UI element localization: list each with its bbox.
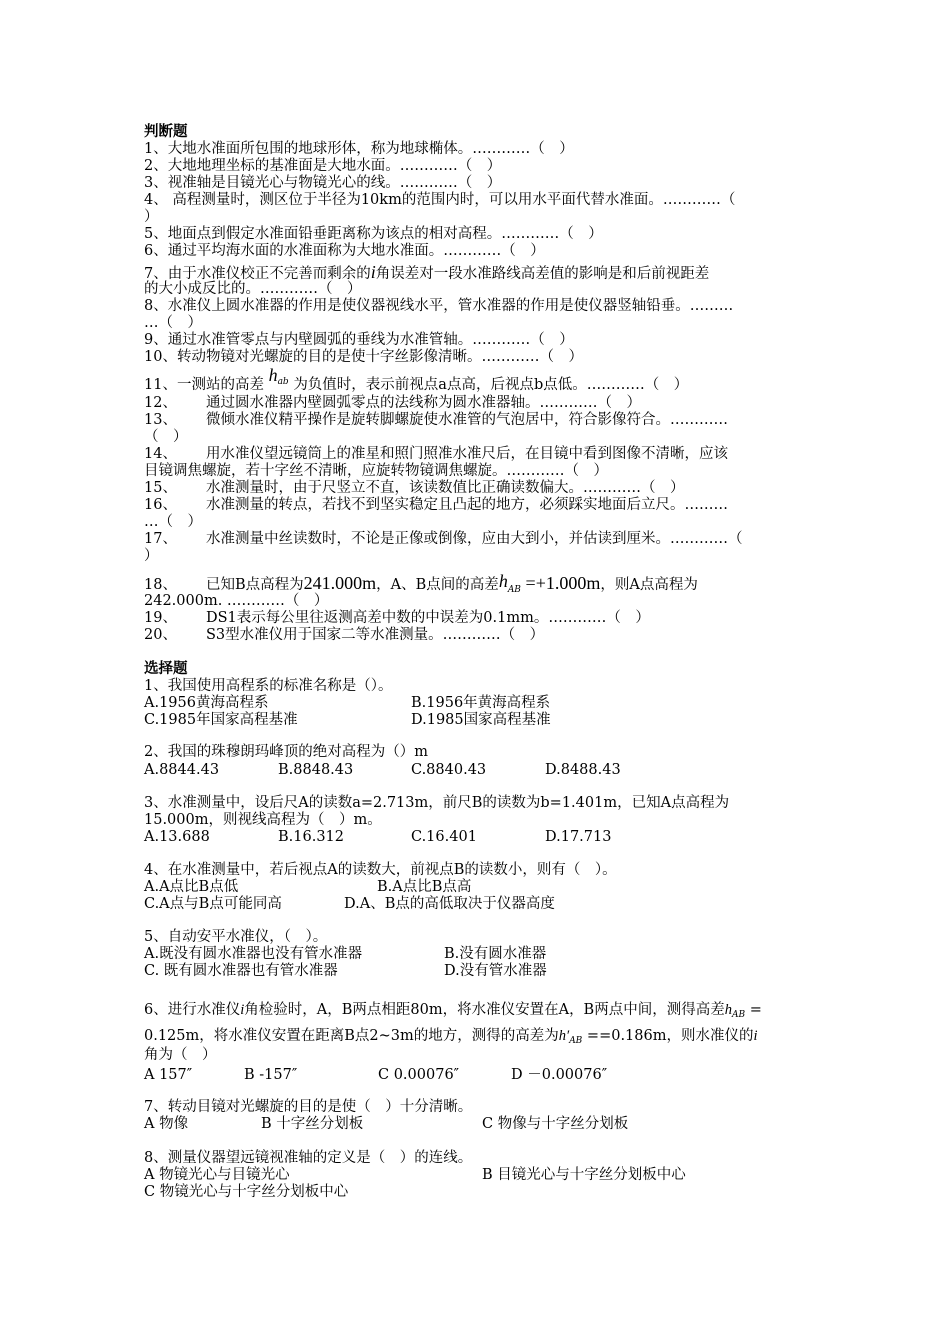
mc-question-1: 1、我国使用高程系的标准名称是（）。 [144, 678, 393, 694]
tf-question-10: 10、转动物镜对光螺旋的目的是使十字丝影像清晰。…………（ ） [144, 349, 583, 365]
tf-question-14-cont: 目镜调焦螺旋，若十字丝不清晰，应旋转物镜调焦螺旋。…………（ ） [144, 463, 608, 479]
heading-multiple-choice: 选择题 [144, 661, 188, 677]
mc-q5-option-b: B.没有圆水准器 [444, 946, 547, 962]
mc-q1-option-a: A.1956黄海高程系 [144, 695, 269, 711]
i-angle-symbol: i [240, 1002, 245, 1018]
mc-q3-option-b: B.16.312 [278, 829, 345, 845]
mc-q7-option-a: A 物像 [144, 1116, 189, 1132]
tf-question-4-cont: ） [144, 209, 159, 225]
mc-question-6 [144, 1002, 814, 1024]
mc-q6-text-2: 0.125m，将水准仪安置在距离B点2~3m的地方，测得的高差为 [144, 1028, 559, 1044]
tf-question-14 [144, 446, 814, 463]
mc-q3-option-a: A.13.688 [144, 829, 210, 845]
mc-q4-option-d: D.A、B点的高低取决于仪器高度 [344, 896, 555, 912]
mc-q4-option-b: B.A点比B点高 [377, 879, 472, 895]
tf-q13-text: 微倾水准仪精平操作是旋转脚螺旋使水准管的气泡居中，符合影像符合。………… [206, 412, 728, 428]
tf-q20-number: 20、 [144, 627, 177, 643]
h-ab-subscript: AB [731, 1010, 746, 1020]
h-ab-subscript: AB [507, 585, 521, 595]
equals-sign: = [749, 1002, 762, 1018]
mc-q6-option-b: B -157″ [244, 1067, 298, 1083]
tf-question-16-cont: …（ ） [144, 514, 202, 530]
mc-question-8: 8、测量仪器望远镜视准轴的定义是（ ）的连线。 [144, 1150, 473, 1166]
tf-q18-text: 已知B点高程为 [206, 577, 304, 593]
tf-q18-text-mid: ，A、B点间的高差 [376, 577, 499, 593]
tf-q16-number: 16、 [144, 497, 177, 513]
mc-question-6-cont2: 角为（ ） [144, 1047, 217, 1063]
h-prime-ab-symbol: h′ [558, 1028, 570, 1044]
mc-question-3-cont: 15.000m，则视线高程为（ ）m。 [144, 812, 382, 828]
mc-q6-option-c: C 0.00076″ [378, 1067, 460, 1083]
mc-q4-option-a: A.A点比B点低 [144, 879, 239, 895]
mc-q6-text: 6、进行水准仪 [144, 1002, 241, 1018]
mc-question-3: 3、水准测量中，设后尺A的读数a=2.713m，前尺B的读数为b=1.401m，已知A点高程为 [144, 795, 730, 811]
tf-q20-text: S3型水准仪用于国家二等水准测量。…………（ ） [206, 627, 545, 643]
tf-question-17 [144, 531, 814, 548]
tf-q14-text: 用水准仪望远镜筒上的准星和照门照准水准尺后，在目镜中看到图像不清晰，应该 [206, 446, 728, 462]
tf-question-12 [144, 395, 814, 412]
mc-q8-option-b: B 目镜光心与十字丝分划板中心 [482, 1167, 686, 1183]
h-ab-value: =+1.000m [525, 573, 601, 593]
mc-q6-text-mid: 角检验时，A，B两点相距80m，将水准仪安置在A，B两点中间，测得高差 [244, 1002, 725, 1018]
mc-q1-option-d: D.1985国家高程基准 [411, 712, 551, 728]
tf-q12-number: 12、 [144, 395, 177, 411]
tf-question-4: 4、 高程测量时，测区位于半径为10km的范围内时，可以用水平面代替水准面。…………（ [144, 192, 736, 208]
mc-q6-option-d: D －0.00076″ [511, 1067, 608, 1083]
mc-q5-option-c: C. 既有圆水准器也有管水准器 [144, 963, 338, 979]
mc-q1-option-c: C.1985年国家高程基准 [144, 712, 298, 728]
tf-q17-number: 17、 [144, 531, 177, 547]
tf-question-2: 2、大地地理坐标的基准面是大地水面。…………（ ） [144, 158, 502, 174]
mc-q2-option-c: C.8840.43 [411, 762, 487, 778]
mc-q8-option-c: C 物镜光心与十字丝分划板中心 [144, 1184, 349, 1200]
tf-q17-text: 水准测量中丝读数时，不论是正像或倒像，应由大到小，并估读到厘米。…………（ [206, 531, 743, 547]
tf-question-17-cont: ） [144, 548, 159, 564]
i-angle-symbol: i [753, 1028, 758, 1044]
mc-q8-option-a: A 物镜光心与目镜光心 [144, 1167, 290, 1183]
mc-q7-option-b: B 十字丝分划板 [261, 1116, 364, 1132]
h-ab-symbol: h [498, 571, 508, 591]
mc-question-7: 7、转动目镜对光螺旋的目的是使（ ）十分清晰。 [144, 1099, 473, 1115]
tf-q19-text: DS1表示每公里往返测高差中数的中误差为0.1mm。…………（ ） [206, 610, 650, 626]
tf-question-7-cont: 的大小成反比的。…………（ ） [144, 281, 362, 297]
h-ab-subscript: ab [277, 377, 289, 387]
mc-q4-option-c: C.A点与B点可能同高 [144, 896, 282, 912]
tf-q7-text: 7、由于水准仪校正不完善而剩余的 [144, 266, 371, 282]
h-ab-symbol: h [724, 1002, 732, 1018]
mc-q2-option-a: A.8844.43 [144, 762, 220, 778]
tf-question-5: 5、地面点到假定水准面铅垂距离称为该点的相对高程。…………（ ） [144, 226, 603, 242]
tf-question-15 [144, 480, 814, 497]
tf-question-9: 9、通过水准管零点与内壁圆弧的垂线为水准管轴。…………（ ） [144, 332, 574, 348]
tf-question-1: 1、大地水准面所包围的地球形体，称为地球椭体。…………（ ） [144, 141, 574, 157]
tf-question-3: 3、视准轴是目镜光心与物镜光心的线。…………（ ） [144, 175, 502, 191]
heading-true-false: 判断题 [144, 124, 188, 140]
mc-question-5: 5、自动安平水准仪，（ ）。 [144, 929, 328, 945]
tf-q13-number: 13、 [144, 412, 177, 428]
tf-question-13 [144, 412, 814, 429]
tf-question-19 [144, 610, 814, 627]
mc-q5-option-d: D.没有管水准器 [444, 963, 547, 979]
mc-q3-option-d: D.17.713 [545, 829, 612, 845]
tf-q18-number: 18、 [144, 577, 177, 593]
tf-q12-text: 通过圆水准器内壁圆弧零点的法线称为圆水准器轴。…………（ ） [206, 395, 641, 411]
tf-question-13-cont: （ ） [144, 429, 188, 445]
b-elevation-value: 241.000m [303, 573, 377, 593]
tf-q16-text: 水准测量的转点，若找不到坚实稳定且凸起的地方，必须踩实地面后立尺。……… [206, 497, 728, 513]
h-prime-ab-subscript: AB [569, 1036, 583, 1046]
tf-q7-text-end: 角误差对一段水准路线高差值的影响是和后前视距差 [375, 266, 710, 282]
tf-question-8: 8、水准仪上圆水准器的作用是使仪器视线水平，管水准器的作用是使仪器竖轴铅垂。……… [144, 298, 734, 314]
mc-q5-option-a: A.既没有圆水准器也没有管水准器 [144, 946, 363, 962]
h-ab-symbol: h [268, 365, 278, 385]
tf-q11-text: 11、一测站的高差 [144, 377, 264, 393]
tf-question-8-cont: …（ ） [144, 315, 202, 331]
mc-q2-option-d: D.8488.43 [545, 762, 621, 778]
tf-question-6: 6、通过平均海水面的水准面称为大地水准面。…………（ ） [144, 243, 545, 259]
mc-question-2: 2、我国的珠穆朗玛峰顶的绝对高程为（）m [144, 744, 428, 760]
mc-q7-option-c: C 物像与十字丝分划板 [482, 1116, 629, 1132]
mc-q6-option-a: A 157″ [144, 1067, 193, 1083]
mc-q1-option-b: B.1956年黄海高程系 [411, 695, 551, 711]
i-angle-symbol: i [370, 262, 376, 282]
mc-q6-text-2-end: ==0.186m，则水准仪的 [586, 1028, 754, 1044]
tf-question-18-cont: 242.000m. …………（ ） [144, 593, 329, 609]
mc-q3-option-c: C.16.401 [411, 829, 477, 845]
tf-q18-text-end: ，则A点高程为 [600, 577, 698, 593]
tf-q11-text-end: 为负值时，表示前视点a点高，后视点b点低。…………（ ） [293, 377, 689, 393]
tf-question-16 [144, 497, 814, 514]
tf-question-20 [144, 627, 814, 644]
tf-q14-number: 14、 [144, 446, 177, 462]
tf-q19-number: 19、 [144, 610, 177, 626]
mc-question-4: 4、在水准测量中，若后视点A的读数大，前视点B的读数小，则有（ ）。 [144, 862, 617, 878]
tf-q15-number: 15、 [144, 480, 177, 496]
tf-q15-text: 水准测量时，由于尺竖立不直，该读数值比正确读数偏大。…………（ ） [206, 480, 685, 496]
mc-q2-option-b: B.8848.43 [278, 762, 354, 778]
